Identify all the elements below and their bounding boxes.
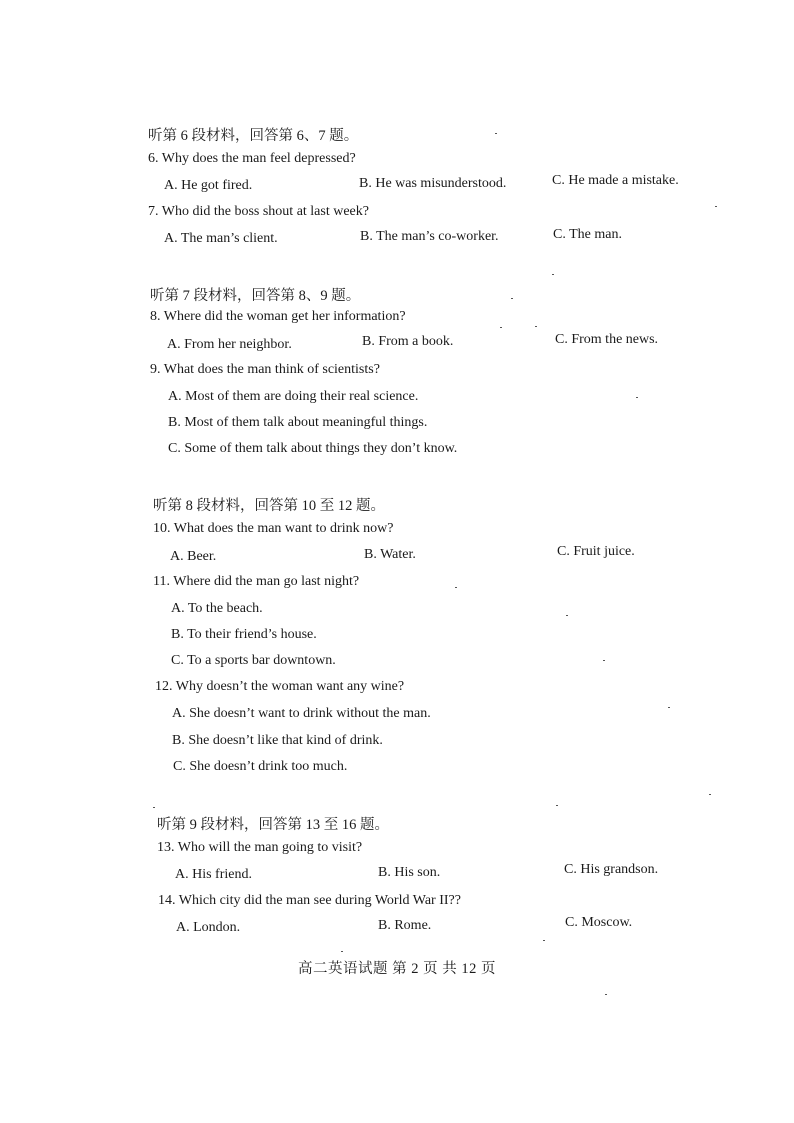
scan-speck <box>495 133 497 134</box>
option-c: C. He made a mistake. <box>552 173 679 188</box>
option-b: B. To their friend’s house. <box>171 627 317 642</box>
section-heading: 听第 9 段材料，回答第 13 至 16 题。 <box>157 817 389 833</box>
scan-speck <box>500 327 502 328</box>
scan-speck <box>511 298 513 299</box>
section-heading: 听第 8 段材料，回答第 10 至 12 题。 <box>153 498 385 514</box>
option-b: B. Most of them talk about meaningful things. <box>168 415 428 430</box>
option-c: C. From the news. <box>555 332 659 347</box>
option-c: C. Some of them talk about things they don’t know. <box>168 441 458 456</box>
question-stem: 11. Where did the man go last night? <box>153 574 360 589</box>
page-footer: 高二英语试题 第 2 页 共 12 页 <box>298 961 496 977</box>
section-heading: 听第 7 段材料，回答第 8、9 题。 <box>150 288 361 304</box>
question-stem: 13. Who will the man going to visit? <box>157 840 363 855</box>
scan-speck <box>556 805 558 806</box>
option-b: B. From a book. <box>362 334 454 349</box>
scan-speck <box>341 951 343 952</box>
option-a: A. From her neighbor. <box>167 337 292 352</box>
scan-speck <box>543 940 545 941</box>
option-c: C. She doesn’t drink too much. <box>173 759 348 774</box>
option-b: B. Rome. <box>378 918 432 933</box>
option-b: B. She doesn’t like that kind of drink. <box>172 733 383 748</box>
option-b: B. His son. <box>378 865 441 880</box>
scan-speck <box>636 397 638 398</box>
option-a: A. His friend. <box>175 867 252 882</box>
option-b: B. Water. <box>364 547 416 562</box>
option-a: A. Beer. <box>170 549 217 564</box>
scan-speck <box>668 707 670 708</box>
scan-speck <box>153 807 155 808</box>
option-b: B. The man’s co-worker. <box>360 229 499 244</box>
option-c: C. His grandson. <box>564 862 659 877</box>
option-c: C. Moscow. <box>565 915 633 930</box>
option-a: A. He got fired. <box>164 178 253 193</box>
option-c: C. To a sports bar downtown. <box>171 653 336 668</box>
question-stem: 7. Who did the boss shout at last week? <box>148 204 369 219</box>
question-stem: 14. Which city did the man see during World War II?? <box>158 893 461 908</box>
question-stem: 12. Why doesn’t the woman want any wine? <box>155 679 405 694</box>
option-a: A. She doesn’t want to drink without the man. <box>172 706 431 721</box>
scan-speck <box>715 206 717 207</box>
question-stem: 9. What does the man think of scientists? <box>150 362 380 377</box>
scan-speck <box>552 274 554 275</box>
option-b: B. He was misunderstood. <box>359 176 507 191</box>
option-a: A. Most of them are doing their real science. <box>168 389 419 404</box>
option-c: C. Fruit juice. <box>557 544 635 559</box>
scan-speck <box>605 994 607 995</box>
option-a: A. To the beach. <box>171 601 263 616</box>
scan-speck <box>535 326 537 327</box>
scan-speck <box>603 660 605 661</box>
option-a: A. London. <box>176 920 241 935</box>
option-c: C. The man. <box>553 227 622 242</box>
option-a: A. The man’s client. <box>164 231 278 246</box>
scan-speck <box>566 615 568 616</box>
question-stem: 6. Why does the man feel depressed? <box>148 151 356 166</box>
scan-speck <box>709 794 711 795</box>
question-stem: 10. What does the man want to drink now? <box>153 521 394 536</box>
section-heading: 听第 6 段材料，回答第 6、7 题。 <box>148 128 359 144</box>
scan-speck <box>455 587 457 588</box>
question-stem: 8. Where did the woman get her information? <box>150 309 406 324</box>
